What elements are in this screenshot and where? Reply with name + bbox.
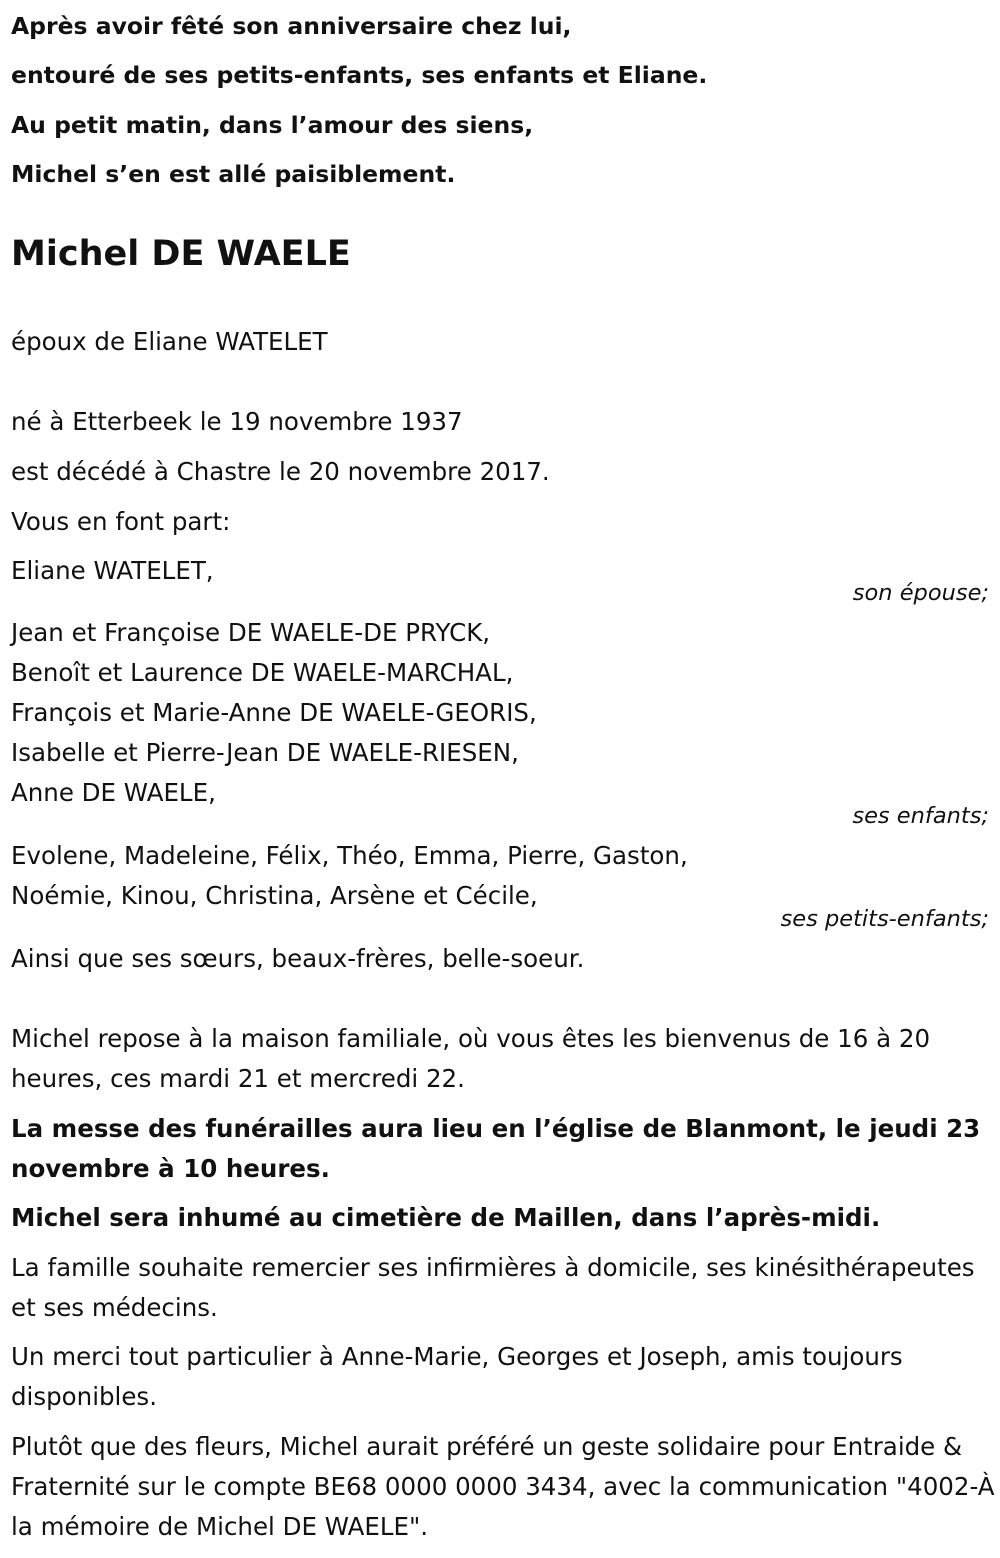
birth-line: né à Etterbeek le 19 novembre 1937 — [11, 407, 463, 436]
funeral-mass-text: La messe des funérailles aura lieu en l’église de Blanmont, le jeudi 23 novembre à 10 heures. — [11, 1114, 981, 1183]
donation-text: Plutôt que des fleurs, Michel aurait préféré un geste solidaire pour Entraide & Fraternité sur le compte BE68 0000 0000 3434, avec la communication "4002-À la mémoire de Michel DE WAELE". — [11, 1432, 995, 1541]
spouse-line: époux de Eliane WATELET — [11, 327, 328, 356]
wife-name: Eliane WATELET, — [11, 556, 214, 585]
grandchildren-names: Noémie, Kinou, Christina, Arsène et Cécile, — [11, 881, 538, 910]
thanks-text-1: La famille souhaite remercier ses infirmières à domicile, ses kinésithérapeutes et ses médecins. — [11, 1253, 975, 1322]
intro-line-3: Au petit matin, dans l’amour des siens, — [11, 111, 534, 139]
child-name: Benoît et Laurence DE WAELE-MARCHAL, — [11, 658, 514, 687]
wife-role: son épouse; — [852, 580, 989, 606]
grandchildren-role: ses petits-enfants; — [780, 906, 989, 932]
burial-text: Michel sera inhumé au cimetière de Maillen, dans l’après-midi. — [11, 1203, 881, 1232]
deceased-name: Michel DE WAELE — [11, 234, 351, 274]
death-line: est décédé à Chastre le 20 novembre 2017. — [11, 457, 550, 486]
child-name: Anne DE WAELE, — [11, 778, 216, 807]
others-line: Ainsi que ses sœurs, beaux-frères, belle-soeur. — [11, 944, 585, 973]
grandchildren-names: Evolene, Madeleine, Félix, Théo, Emma, Pierre, Gaston, — [11, 841, 688, 870]
child-name: Jean et Françoise DE WAELE-DE PRYCK, — [11, 618, 491, 647]
intro-line-4: Michel s’en est allé paisiblement. — [11, 160, 456, 188]
intro-line-1: Après avoir fêté son anniversaire chez lui, — [11, 12, 572, 40]
grandchildren-list — [11, 836, 688, 916]
visitation-text: Michel repose à la maison familiale, où vous êtes les bienvenus de 16 à 20 heures, ces mardi 21 et mercredi 22. — [11, 1024, 931, 1093]
children-list — [11, 613, 537, 813]
children-role: ses enfants; — [852, 803, 989, 829]
child-name: François et Marie-Anne DE WAELE-GEORIS, — [11, 698, 537, 727]
thanks-text-2: Un merci tout particulier à Anne-Marie, Georges et Joseph, amis toujours disponibles. — [11, 1342, 903, 1411]
intro-line-2: entouré de ses petits-enfants, ses enfants et Eliane. — [11, 61, 708, 89]
child-name: Isabelle et Pierre-Jean DE WAELE-RIESEN, — [11, 738, 519, 767]
announce-line: Vous en font part: — [11, 507, 231, 536]
